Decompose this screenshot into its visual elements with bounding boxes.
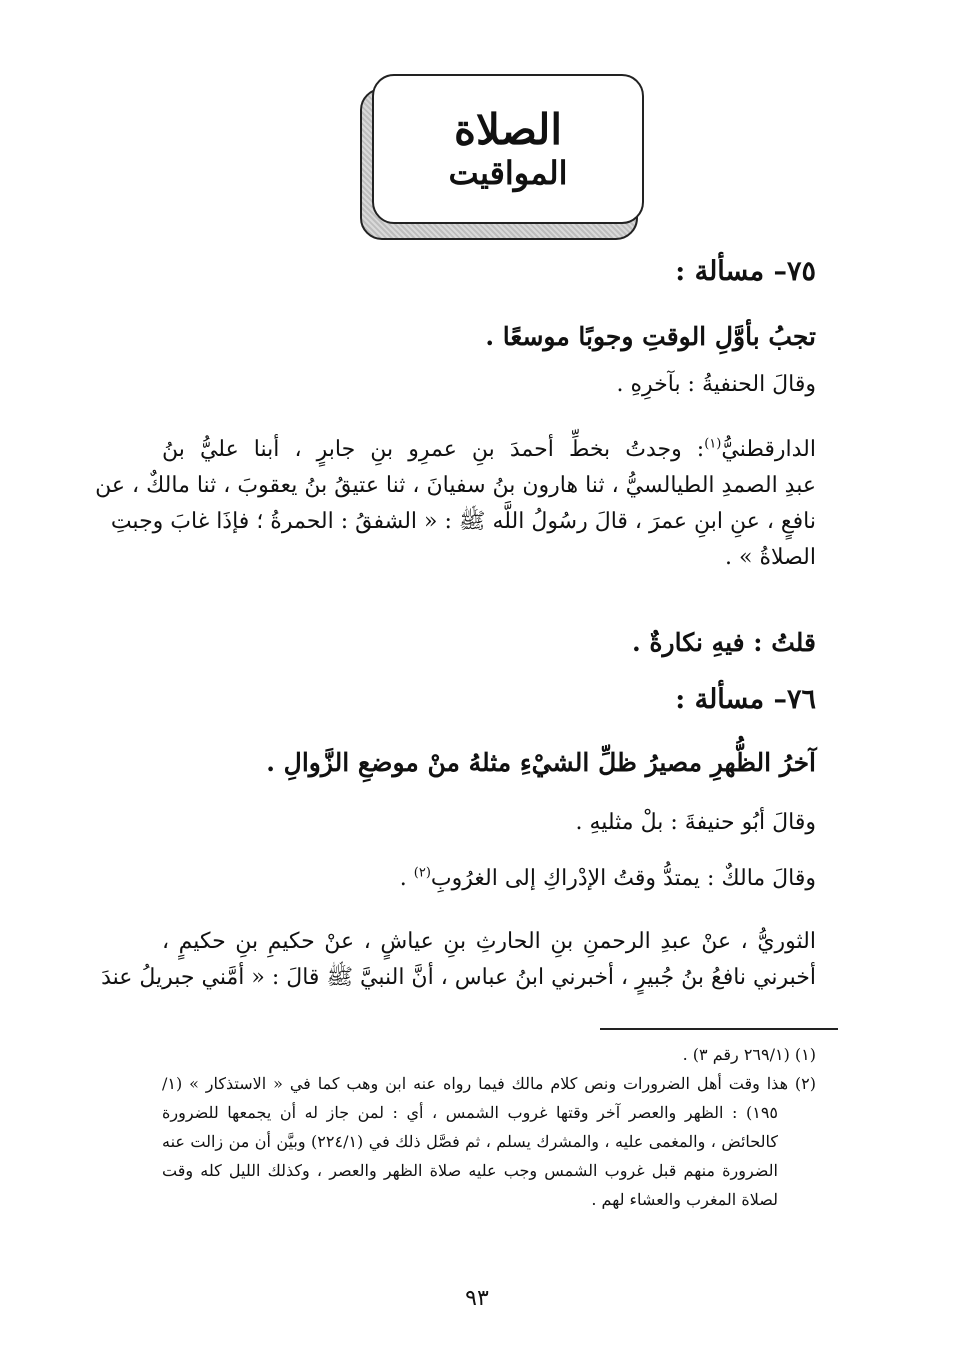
footnote-2-line: ١٩٥) : الظهر والعصر آخر وقتها غروب الشمس ، أي : لمن جاز له أن يجمعها للضرورة [162,1103,778,1122]
chapter-subtitle: المواقيت [448,153,568,192]
footnote-divider [600,1028,838,1030]
issue-76-abu-hanifa-view: وقالَ أبُو حنيفةَ : بلْ مثليهِ . [575,810,816,835]
footnote-ref-1: (١) [704,436,722,452]
footnote-2-line: (٢) هذا وقت أهل الضرورات ونص كلام مالك فيما رواه عنه ابن وهب كما في « الاستذكار » (١/ [162,1074,816,1093]
narration-line: الصلاةُ » . [725,545,816,570]
footnote-1: (١) (٢٦٩/١ رقم ٣) . [682,1045,816,1064]
narration-line: عبدِ الصمدِ الطيالسيُّ ، ثنا هارون بنُ سفيانَ ، ثنا عتيقُ بنُ يعقوبَ ، ثنا مالكٌ ، عن [95,473,816,498]
narration-line: نافعٍ ، عنِ ابنِ عمرَ ، قالَ رسُولُ اللَّه ﷺ : « الشفقُ : الحمرةُ ؛ فإذَا غابَ وجبتِ [110,509,816,534]
issue-76-ruling: آخرُ الظُّهرِ مصيرُ ظلِّ الشيْءِ مثلهُ منْ موضعِ الزَّوالِ . [266,748,816,777]
footnotes [162,1040,816,1214]
footnote-ref-2: (٢) [413,865,431,881]
narration-line: الثوريُّ ، عنْ عبدِ الرحمنِ بنِ الحارثِ بنِ عياشٍ ، عنْ حكيمِ بنِ حكيمٍ ، [162,929,816,954]
narration-line: أخبرني نافعُ بنُ جُبيرٍ ، أخبرني ابنُ عباس ، أنَّ النبيَّ ﷺ قالَ : « أمَّني جبريلُ عندَ [101,965,816,990]
issue-75-comment: قلتُ : فيهِ نكارةٌ . [632,628,816,657]
chapter-title: الصلاة [454,104,562,154]
page-number: ٩٣ [465,1286,489,1311]
chapter-title-box [372,74,644,224]
issue-75-narration [95,432,816,576]
narration-line: الدارقطنيُّ$^{(١)}$: وجدتُ بخطِّ أحمدَ بنِ عمرِو بنِ جابرٍ ، أبنا عليُّ بنُ [162,436,816,462]
issue-75-heading: ٧٥– مسألة : [675,256,816,287]
issue-75-ruling: تجبُ بأوَّلِ الوقتِ وجوبًا موسعًا . [485,322,816,351]
footnote-2-line: لصلاة المغرب والعشاء لهم . [591,1190,778,1209]
issue-75-hanafi-view: وقالَ الحنفيةُ : بآخرِهِ . [616,372,816,397]
issue-76-narration [101,924,816,996]
footnote-2-line: الضرورة منهم قبل غروب الشمس وجب عليه صلاة الظهر والعصر ، وكذلك الليل كله وقت [162,1161,778,1180]
issue-76-heading: ٧٦– مسألة : [675,684,816,715]
issue-76-malik-view: وقالَ مالكٌ : يمتدُّ وقتُ الإدْراكِ إلى الغرُوبِ$^{(٢)}$ . [399,865,816,891]
footnote-2-line: كالحائض ، والمغمى عليه ، والمشرك يسلم ، ثم فصَّل ذلك في (٢٢٤/١) وبيَّن أن من زالت عنه [162,1132,778,1151]
